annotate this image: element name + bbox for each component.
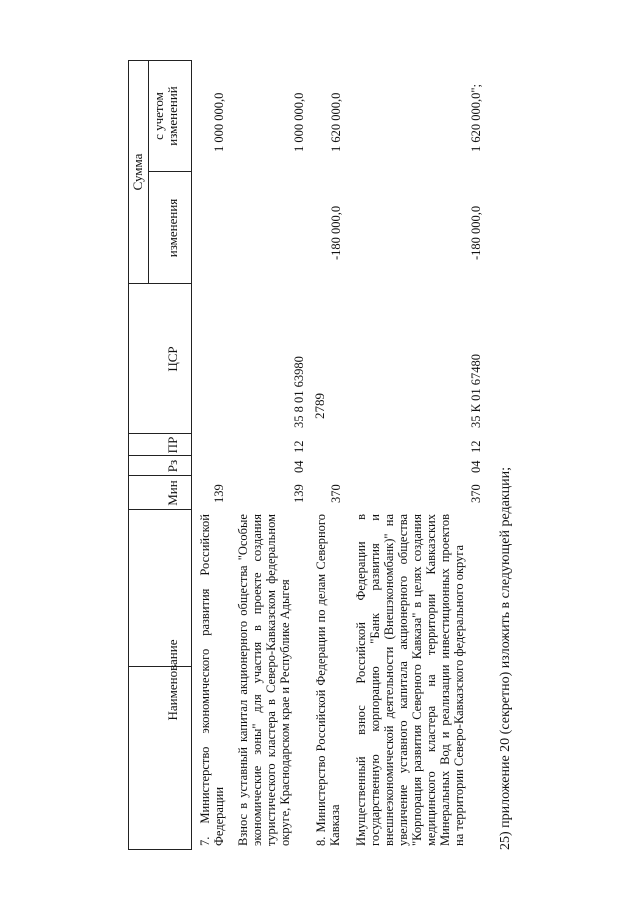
row-1-min: 139 [212, 484, 226, 503]
row-2-pr: 12 [292, 440, 306, 453]
col-header-sum: Сумма [130, 153, 145, 191]
col-header-rz: Рз [165, 459, 180, 473]
col-header-min: Мин [165, 480, 180, 506]
budget-table [128, 60, 523, 850]
row-2-total: 1 000 000,0 [292, 92, 306, 152]
row-2-min: 139 [292, 484, 306, 503]
col-header-pr: ПР [165, 436, 180, 454]
row-4-csr: 35 К 01 67480 [469, 354, 483, 428]
row-3-change: -180 000,0 [329, 205, 343, 260]
col-header-csr: ЦСР [165, 346, 180, 372]
row-2-csr: 35 8 01 63980 [292, 356, 306, 428]
row-4-change: -180 000,0 [469, 205, 483, 260]
page-number: 2789 [312, 393, 327, 419]
row-4-total: 1 620 000,0"; [469, 84, 483, 152]
row-3-total: 1 620 000,0 [329, 92, 343, 152]
col-header-name: Наименование [165, 639, 180, 721]
col-header-with-changes: с учетом изменений [151, 86, 180, 146]
row-4-pr: 12 [469, 440, 483, 453]
row-2-name: Взнос в уставный капитал акционерного общества "Особые экономические зоны" для участия в проекте создания туристического кластера в Северо-Кавказском федеральном округе, Краснодарском крае и Республике Адыгея [236, 514, 292, 846]
row-3-min: 370 [329, 484, 343, 503]
footer-text: 25) приложение 20 (секретно) изложить в следующей редакции; [498, 466, 513, 850]
col-header-changes: изменения [165, 198, 180, 258]
rotated-sheet [128, 60, 523, 850]
row-4-name: Имущественный взнос Российской Федерации в государственную корпорацию "Банк развития и внешнеэкономической деятельности (Внешэкономбанк)" на увеличение уставного капитала акционерного общества "Корпорация развития Северного Кавказа" в целях создания медицинского кластера на территории Кавказских Минеральных Вод и реализации инвестиционных проектов на территории Северо-Кавказского федерального округа [354, 514, 466, 846]
row-4-rz: 04 [469, 460, 483, 473]
row-2-rz: 04 [292, 460, 306, 473]
row-1-name: 7. Министерство экономического развития Российской Федерации [198, 514, 226, 846]
row-4-min: 370 [469, 484, 483, 503]
row-1-total: 1 000 000,0 [212, 92, 226, 152]
row-3-name: 8. Министерство Российской Федерации по делам Северного Кавказа [314, 514, 342, 846]
